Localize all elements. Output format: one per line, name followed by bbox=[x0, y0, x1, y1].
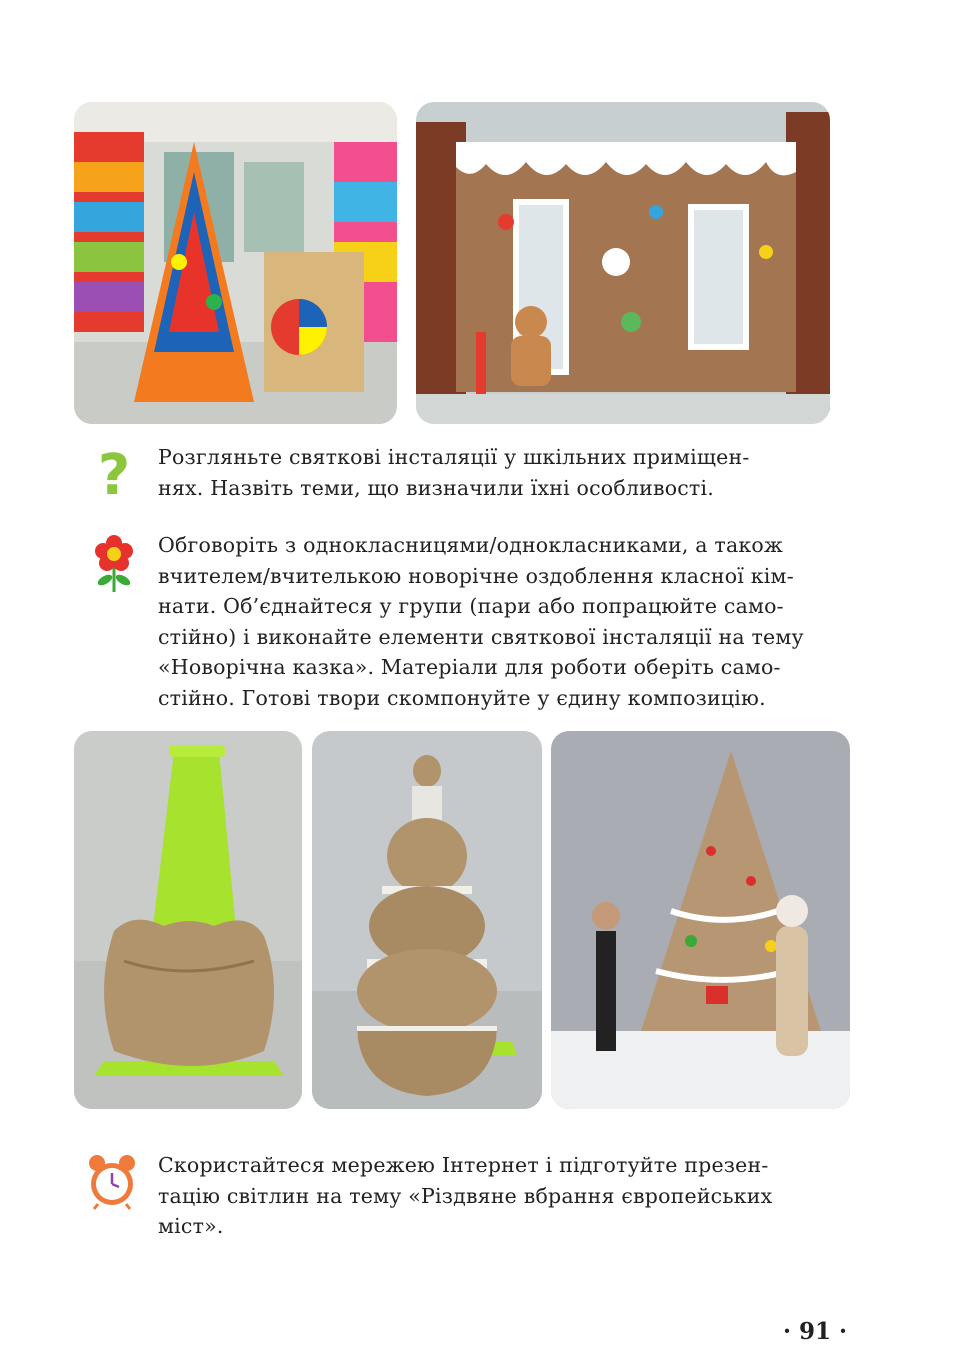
photo-decorated-burlap-tree-scene bbox=[551, 731, 850, 1109]
flower-icon bbox=[92, 534, 136, 594]
photo-gingerbread-house-classroom bbox=[416, 102, 830, 424]
page-number: · 91 · bbox=[782, 1318, 847, 1345]
svg-text:?: ? bbox=[97, 444, 131, 500]
question-text: Розгляньте святкові інсталяції у шкільних приміщен- нях. Назвіть теми, що визначили їхні особливості. bbox=[158, 445, 750, 500]
question-mark-icon bbox=[96, 444, 132, 500]
photo-rainbow-christmas-tree bbox=[74, 102, 397, 424]
homework-text: Скористайтеся мережею Інтернет і підготуйте презен- тацію світлин на тему «Різдвяне вбрання європейських міст». bbox=[158, 1153, 773, 1238]
alarm-clock-icon bbox=[86, 1154, 138, 1210]
discussion-text: Обговоріть з однокласницями/однокласниками, а також вчителем/вчителькою новорічне оздоблення класної кім- нати. Об’єднайтеся у групи (пари або попрацюйте само- стійно) і виконайте елементи святкової інсталяції на тему «Новорічна казка». Матеріали для роботи оберіть само- стійно. Готові твори скомпонуйте у єдину композицію. bbox=[158, 533, 804, 710]
photo-cone-in-burlap bbox=[74, 731, 302, 1109]
photo-burlap-tree-with-lace bbox=[312, 731, 542, 1109]
